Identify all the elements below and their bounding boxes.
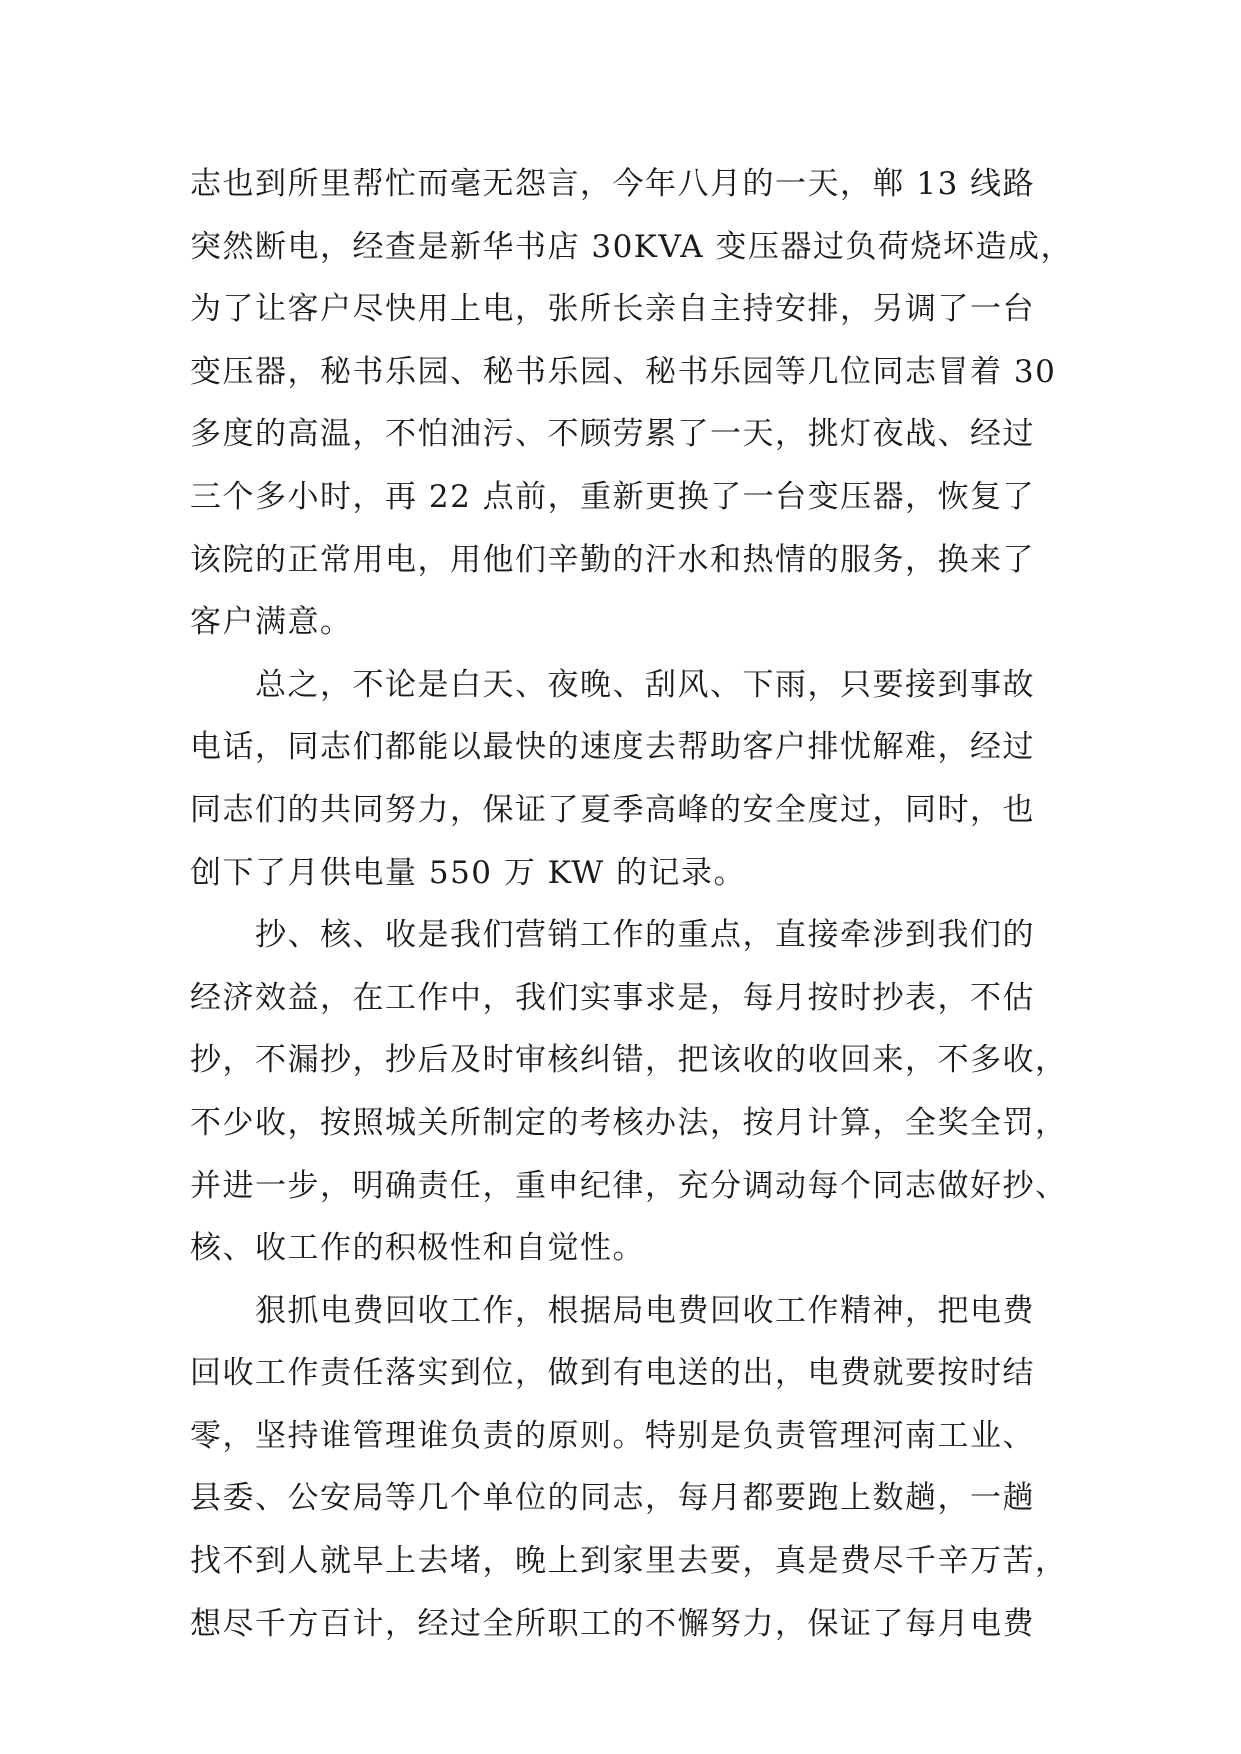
text-line: 多度的高温，不怕油污、不顾劳累了一天，挑灯夜战、经过 xyxy=(190,416,1035,453)
text-line: 创下了月供电量 550 万 KW 的记录。 xyxy=(190,854,747,891)
text-line: 经济效益，在工作中，我们实事求是，每月按时抄表，不估 xyxy=(190,979,1035,1016)
text-line: 抄，不漏抄，抄后及时审核纠错，把该收的收回来，不多收， xyxy=(190,1042,1068,1079)
text-line: 变压器，秘书乐园、秘书乐园、秘书乐园等几位同志冒着 30 xyxy=(190,353,1057,390)
text-line: 零，坚持谁管理谁负责的原则。特别是负责管理河南工业、 xyxy=(190,1417,1035,1454)
document-body xyxy=(190,153,1073,1655)
text-line: 找不到人就早上去堵，晚上到家里去要，真是费尽千辛万苦， xyxy=(190,1543,1068,1580)
text-line: 电话，同志们都能以最快的速度去帮助客户排忧解难，经过 xyxy=(190,729,1035,766)
text-line: 客户满意。 xyxy=(190,604,353,641)
text-line: 三个多小时，再 22 点前，重新更换了一台变压器，恢复了 xyxy=(190,478,1036,515)
text-line: 县委、公安局等几个单位的同志，每月都要跑上数趟，一趟 xyxy=(190,1480,1035,1517)
text-line: 为了让客户尽快用上电，张所长亲自主持安排，另调了一台 xyxy=(190,291,1035,328)
text-line: 该院的正常用电，用他们辛勤的汗水和热情的服务，换来了 xyxy=(190,541,1035,578)
text-line: 总之，不论是白天、夜晚、刮风、下雨，只要接到事故 xyxy=(190,666,1035,703)
text-line: 不少收，按照城关所制定的考核办法，按月计算，全奖全罚， xyxy=(190,1104,1068,1141)
text-line: 同志们的共同努力，保证了夏季高峰的安全度过，同时，也 xyxy=(190,791,1035,828)
text-line: 并进一步，明确责任，重申纪律，充分调动每个同志做好抄、 xyxy=(190,1167,1068,1204)
text-line: 志也到所里帮忙而毫无怨言，今年八月的一天，郸 13 线路 xyxy=(190,166,1036,202)
text-line: 想尽千方百计，经过全所职工的不懈努力，保证了每月电费 xyxy=(190,1605,1035,1642)
text-line: 核、收工作的积极性和自觉性。 xyxy=(190,1230,645,1267)
text-line: 突然断电，经查是新华书店 30KVA 变压器过负荷烧坏造成， xyxy=(190,228,1073,265)
text-line: 回收工作责任落实到位，做到有电送的出，电费就要按时结 xyxy=(190,1355,1035,1392)
text-line: 狠抓电费回收工作，根据局电费回收工作精神，把电费 xyxy=(190,1292,1035,1329)
text-line: 抄、核、收是我们营销工作的重点，直接牵涉到我们的 xyxy=(190,917,1035,954)
